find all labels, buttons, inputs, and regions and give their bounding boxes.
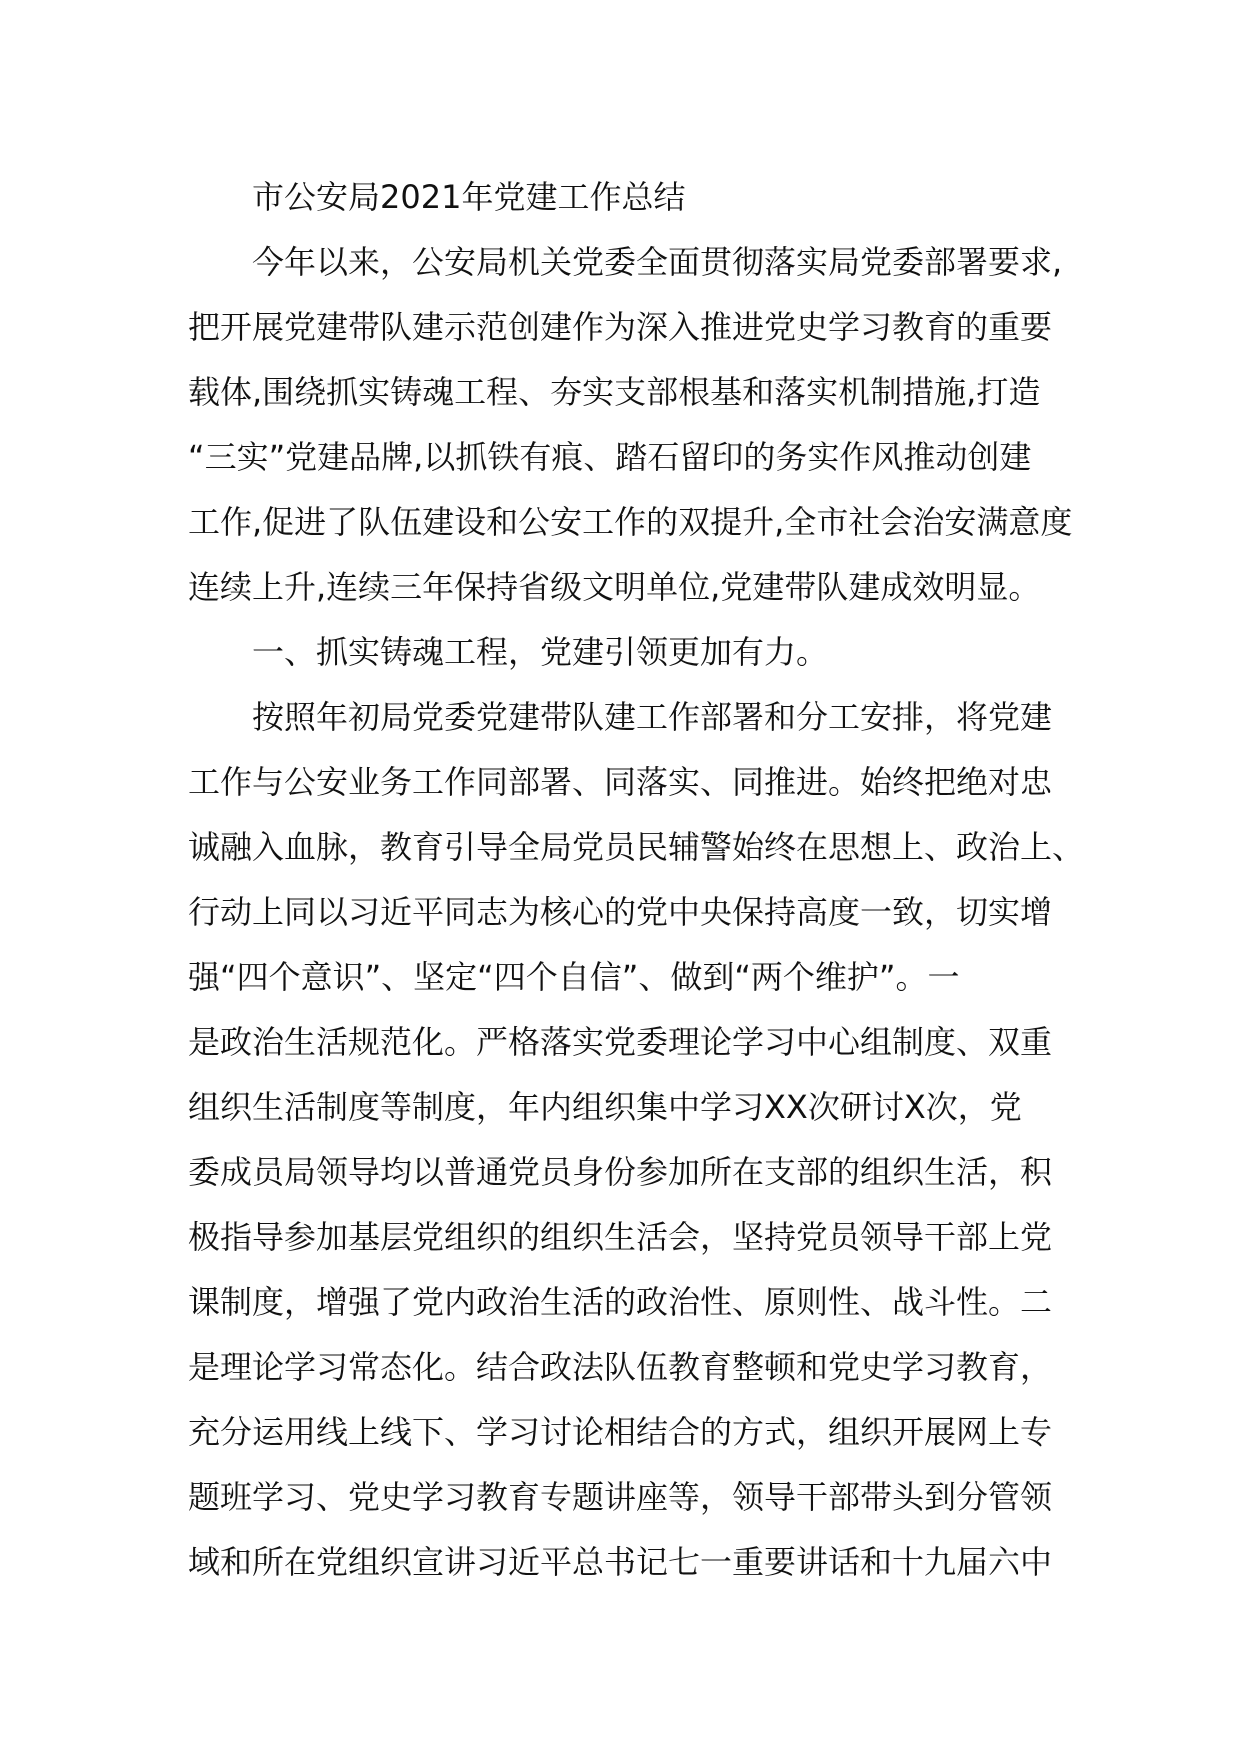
document-body [188, 165, 1085, 1595]
paragraph-line: 载体,围绕抓实铸魂工程、夯实支部根基和落实机制措施,打造 [188, 373, 1041, 411]
paragraph-line: 题班学习、党史学习教育专题讲座等，领导干部带头到分管领 [188, 1478, 1053, 1516]
paragraph-line: 极指导参加基层党组织的组织生活会，坚持党员领导干部上党 [188, 1218, 1053, 1256]
paragraph-line: 组织生活制度等制度，年内组织集中学习XX次研讨X次，党 [188, 1088, 1022, 1126]
paragraph-line: 今年以来，公安局机关党委全面贯彻落实局党委部署要求, [252, 243, 1063, 281]
paragraph-line: 强“四个意识”、坚定“四个自信”、做到“两个维护”。一 [188, 958, 960, 996]
paragraph-line: 把开展党建带队建示范创建作为深入推进党史学习教育的重要 [188, 308, 1053, 346]
paragraph-line: 委成员局领导均以普通党员身份参加所在支部的组织生活，积 [188, 1153, 1053, 1191]
paragraph-line: 是政治生活规范化。严格落实党委理论学习中心组制度、双重 [188, 1023, 1053, 1061]
paragraph-line: 工作,促进了队伍建设和公安工作的双提升,全市社会治安满意度 [188, 503, 1073, 541]
paragraph-line: 是理论学习常态化。结合政法队伍教育整顿和党史学习教育， [188, 1348, 1053, 1386]
paragraph-line: 诚融入血脉，教育引导全局党员民辅警始终在思想上、政治上、 [188, 828, 1085, 866]
paragraph-line: 域和所在党组织宣讲习近平总书记七一重要讲话和十九届六中 [188, 1543, 1053, 1581]
paragraph-line: 充分运用线上线下、学习讨论相结合的方式，组织开展网上专 [188, 1413, 1053, 1451]
section-heading: 一、抓实铸魂工程，党建引领更加有力。 [252, 633, 829, 671]
paragraph-line: 按照年初局党委党建带队建工作部署和分工安排，将党建 [252, 698, 1053, 736]
paragraph-line: 行动上同以习近平同志为核心的党中央保持高度一致，切实增 [188, 893, 1053, 931]
paragraph-line: 课制度，增强了党内政治生活的政治性、原则性、战斗性。二 [188, 1283, 1053, 1321]
paragraph-line: “三实”党建品牌,以抓铁有痕、踏石留印的务实作风推动创建 [188, 438, 1032, 476]
document-title: 市公安局2021年党建工作总结 [252, 178, 686, 216]
paragraph-line: 工作与公安业务工作同部署、同落实、同推进。始终把绝对忠 [188, 763, 1053, 801]
paragraph-line: 连续上升,连续三年保持省级文明单位,党建带队建成效明显。 [188, 568, 1041, 606]
